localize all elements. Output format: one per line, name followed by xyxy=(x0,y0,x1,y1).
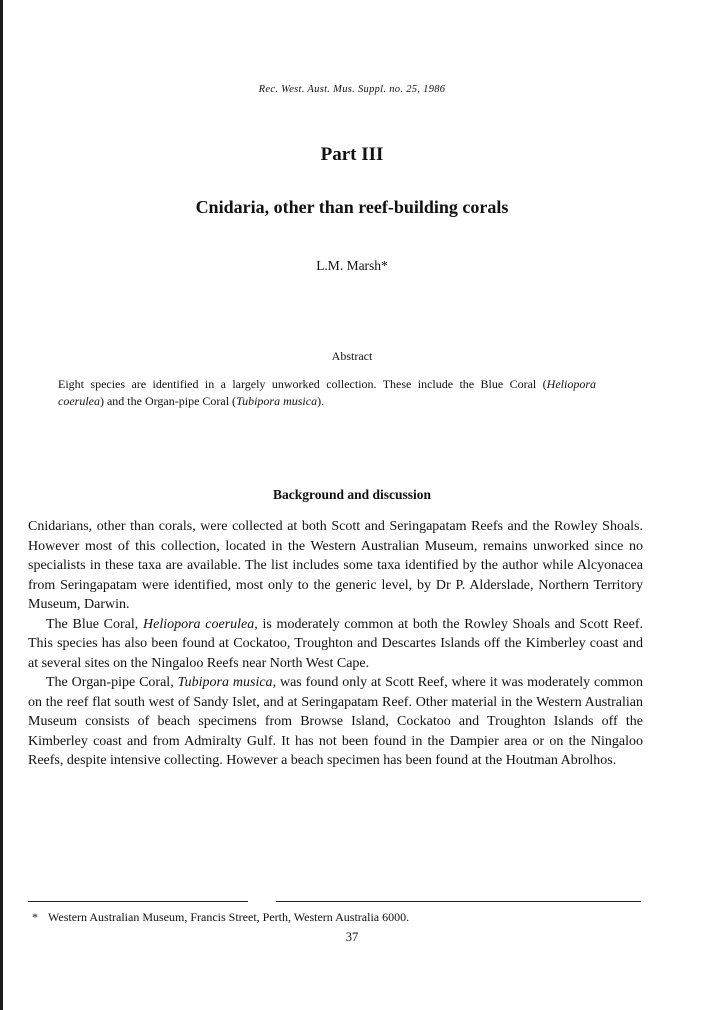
footnote-mark: * xyxy=(32,910,38,924)
body-paragraph-3 xyxy=(28,673,643,771)
footnote xyxy=(32,909,642,925)
page-number: 37 xyxy=(345,930,359,944)
paragraph-2-species: Heliopora coerulea xyxy=(143,616,255,632)
page-title: Cnidaria, other than reef-building corals xyxy=(195,197,509,217)
abstract-text-part-2: ) and the Organ-pipe Coral ( xyxy=(99,394,237,408)
paragraph-3-species: Tubipora musica xyxy=(177,675,273,690)
body-text xyxy=(28,517,643,771)
part-title: Part III xyxy=(320,144,384,165)
paragraph-2-part-1: The Blue Coral, xyxy=(46,616,143,632)
abstract-text-part-3: ). xyxy=(317,394,325,408)
section-heading: Background and discussion xyxy=(272,487,432,502)
running-head: Rec. West. Aust. Mus. Suppl. no. 25, 1986 xyxy=(258,84,446,95)
abstract-text-part-1: Eight species are identified in a largely unworked collection. These include the Blue Coral ( xyxy=(58,377,547,391)
abstract-species-tubipora: Tubipora musica xyxy=(236,394,318,408)
footnote-divider-left xyxy=(28,901,248,902)
abstract-species-heliopora: Heliopora coerulea xyxy=(58,377,596,408)
footnote-text: Western Australian Museum, Francis Street, Perth, Western Australia 6000. xyxy=(48,910,410,924)
paragraph-3-part-2: , was found only at Scott Reef, where it was moderately common on the reef flat south west of Sandy Islet, and at Seringapatam Reef. Other material in the Western Australian Museum consists of beach specimens from Browse Island, Cockatoo and Troughton Islands off the Kimberley coast and from Admiralty Gulf. It has not been found in the Dampier area or on the Ningaloo Reefs, despite intensive collecting. However a beach specimen has been found at the Houtman Abrolhos. xyxy=(28,675,643,768)
paragraph-2-part-2: , is moderately common at both the Rowley Shoals and Scott Reef. This species has also been found at Cockatoo, Troughton and Descartes Islands off the Kimberley coast and at several sites on the Ningaloo Reefs near North West Cape. xyxy=(28,616,643,671)
paragraph-3-part-1: The Organ-pipe Coral, xyxy=(46,675,178,690)
body-paragraph-1: Cnidarians, other than corals, were collected at both Scott and Seringapatam Reefs and the Rowley Shoals. However most of this collection, located in the Western Australian Museum, remains unworked since no specialists in these taxa are available. The list includes some taxa identified by the author while Alcyonacea from Seringapatam were identified, most only to the generic level, by Dr P. Alderslade, Northern Territory Museum, Darwin. xyxy=(28,519,643,612)
author: L.M. Marsh* xyxy=(316,258,388,273)
abstract-text xyxy=(58,376,596,410)
footnote-divider-right xyxy=(276,901,641,902)
abstract-heading: Abstract xyxy=(331,349,373,363)
body-paragraph-2 xyxy=(28,615,643,674)
